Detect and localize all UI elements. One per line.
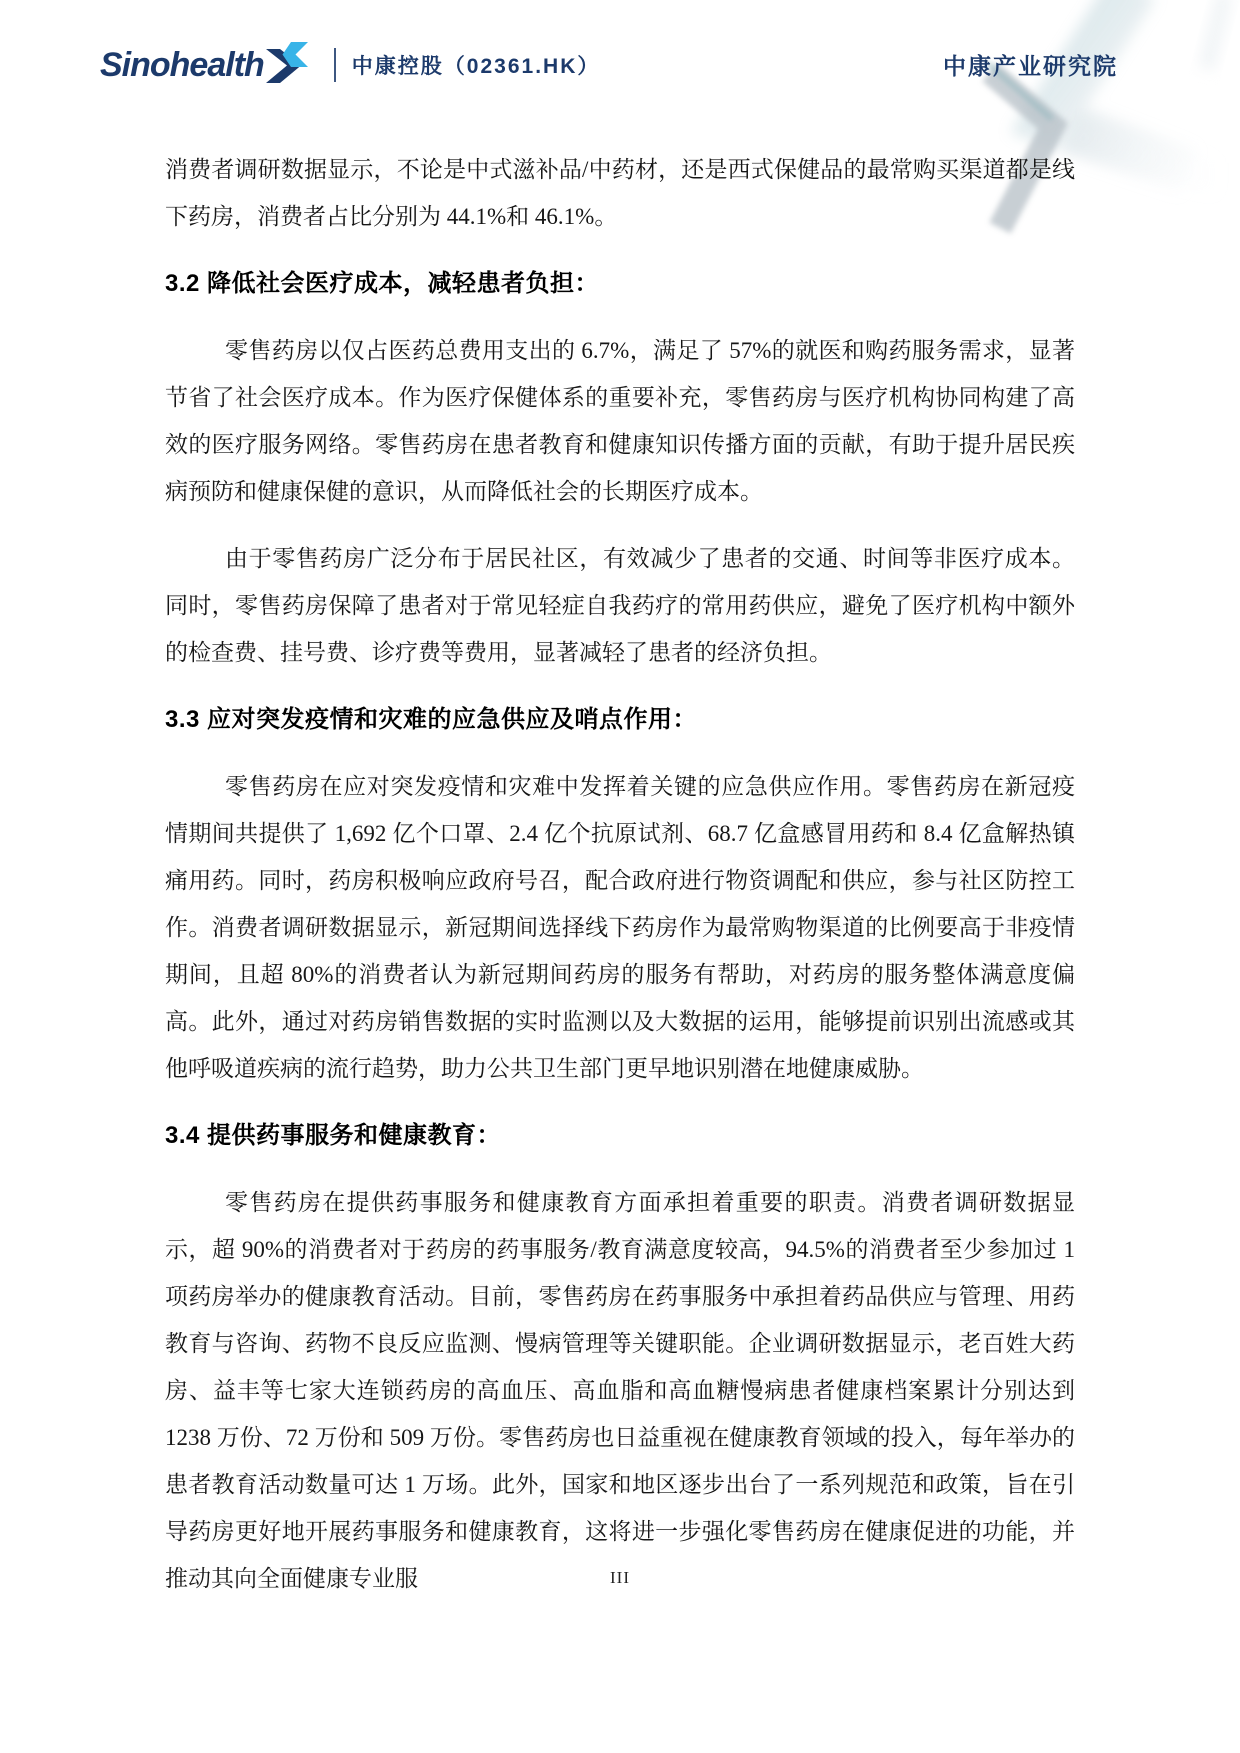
institute-name: 中康产业研究院 — [943, 53, 1118, 79]
sinohealth-x-logo-icon — [266, 42, 312, 89]
sinohealth-logo-word: Sinohealth — [100, 45, 264, 84]
sinohealth-logo — [100, 40, 600, 89]
company-name: 中康控股（02361.HK） — [351, 54, 601, 78]
paragraph-emergency-supply: 零售药房在应对突发疫情和灾难中发挥着关键的应急供应作用。零售药房在新冠疫情期间共提供了 1,692 亿个口罩、2.4 亿个抗原试剂、68.7 亿盒感冒用药和 8.4 亿盒解热镇痛用药。同时，药房积极响应政府号召，配合政府进行物资调配和供应，参与社区防控工作。消费者调研数据显示，新冠期间选择线下药房作为最常购物渠道的比例要高于非疫情期间，且超 80%的消费者认为新冠期间药房的服务有帮助，对药房的服务整体满意度偏高。此外，通过对药房销售数据的实时监测以及大数据的运用，能够提前识别出流感或其他呼吸道疾病的流行趋势，助力公共卫生部门更早地识别潜在地健康威胁。 — [165, 774, 1075, 1081]
paragraph-pharmacy-services: 零售药房在提供药事服务和健康教育方面承担着重要的职责。消费者调研数据显示，超 90%的消费者对于药房的药事服务/教育满意度较高，94.5%的消费者至少参加过 1 项药房举办的健康教育活动。目前，零售药房在药事服务中承担着药品供应与管理、用药教育与咨询、药物不良反应监测、慢病管理等关键职能。企业调研数据显示，老百姓大药房、益丰等七家大连锁药房的高血压、高血脂和高血糖慢病患者健康档案累计分别达到 1238 万份、72 万份和 509 万份。零售药房也日益重视在健康教育领域的投入，每年举办的患者教育活动数量可达 1 万场。此外，国家和地区逐步出台了一系列规范和政策，旨在引导药房更好地开展药事服务和健康教育，这将进一步强化零售药房在健康促进的功能，并推动其向全面健康专业服 — [165, 1190, 1075, 1591]
paragraph-medical-cost-2: 由于零售药房广泛分布于居民社区，有效减少了患者的交通、时间等非医疗成本。同时，零售药房保障了患者对于常见轻症自我药疗的常用药供应，避免了医疗机构中额外的检查费、挂号费、诊疗费等费用，显著减轻了患者的经济负担。 — [165, 546, 1075, 665]
document-body — [165, 146, 1075, 1622]
paragraph-medical-cost-1: 零售药房以仅占医药总费用支出的 6.7%，满足了 57%的就医和购药服务需求，显著节省了社会医疗成本。作为医疗保健体系的重要补充，零售药房与医疗机构协同构建了高效的医疗服务网络。零售药房在患者教育和健康知识传播方面的贡献，有助于提升居民疾病预防和健康保健的意识，从而降低社会的长期医疗成本。 — [165, 338, 1075, 504]
section-heading-3-4: 3.4 提供药事服务和健康教育： — [165, 1122, 502, 1149]
paragraph-carryover: 消费者调研数据显示，不论是中式滋补品/中药材，还是西式保健品的最常购买渠道都是线下药房，消费者占比分别为 44.1%和 46.1%。 — [165, 157, 1075, 229]
section-heading-3-2: 3.2 降低社会医疗成本，减轻患者负担： — [165, 270, 600, 297]
page-number: III — [610, 1568, 630, 1587]
section-heading-3-3: 3.3 应对突发疫情和灾难的应急供应及哨点作用： — [165, 706, 698, 733]
header-divider — [334, 48, 336, 82]
